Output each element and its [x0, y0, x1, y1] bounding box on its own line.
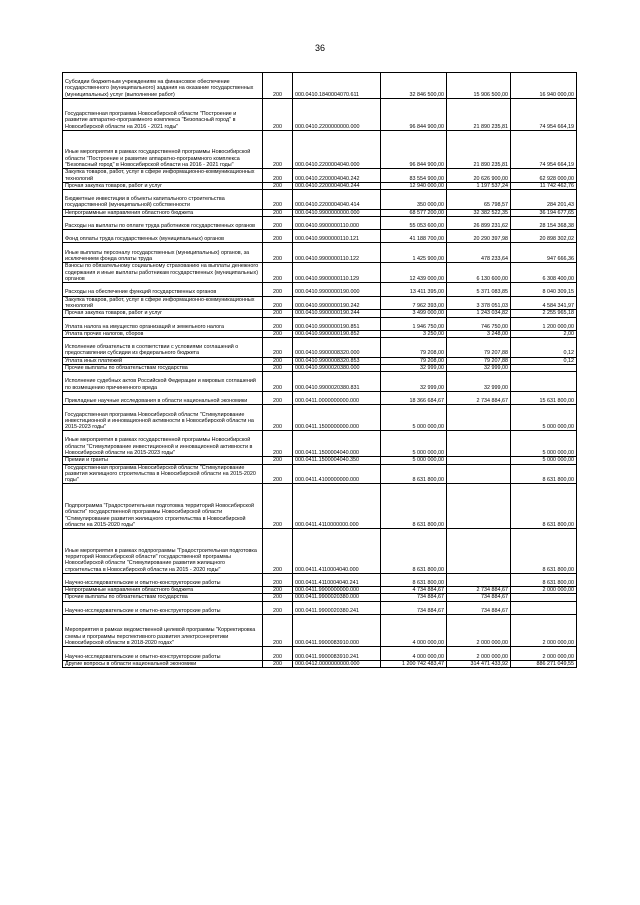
row-name-cell: Субсидии бюджетным учреждениям на финансовое обеспечение государственного (муниципального) задания на оказание государственных (муниципальных) услуг (выполнение работ)	[63, 73, 263, 99]
table-row	[63, 330, 577, 337]
row-code-cell: 000.0410.9900000110.000	[293, 216, 381, 229]
row-approved-cell: 3 250,00	[381, 330, 447, 337]
row-name-cell: Прочая закупка товаров, работ и услуг	[63, 182, 263, 189]
row-remainder-cell: 1 200 000,00	[511, 317, 577, 330]
page-number: 36	[314, 43, 325, 53]
row-grbs-cell: 200	[263, 98, 293, 130]
row-name-cell: Взносы по обязательному социальному страхованию на выплаты денежного содержания и иные выплаты работникам государственных (муниципальных) органов	[63, 263, 263, 283]
table-row	[63, 243, 577, 263]
row-grbs-cell: 200	[263, 464, 293, 484]
row-code-cell: 000.0411.4110004040.241	[293, 573, 381, 586]
table-row	[63, 357, 577, 364]
row-executed-cell: 15 906 500,00	[447, 73, 511, 99]
row-executed-cell: 20 290 397,98	[447, 230, 511, 243]
row-code-cell: 000.0410.1840004070.611	[293, 73, 381, 99]
row-name-cell: Премии и гранты	[63, 457, 263, 464]
row-grbs-cell: 200	[263, 216, 293, 229]
row-name-cell: Мероприятия в рамках ведомственной целевой программы "Корректировка схемы и программы перспективного развития электроэнергетики Новосибирской области в 2018-2020 годах"	[63, 615, 263, 647]
row-executed-cell: 5 371 083,85	[447, 283, 511, 297]
row-approved-cell: 7 962 393,00	[381, 296, 447, 310]
table-row	[63, 310, 577, 317]
row-approved-cell: 8 631 800,00	[381, 484, 447, 529]
row-executed-cell: 314 471 433,92	[447, 660, 511, 667]
row-remainder-cell: 74 954 664,19	[511, 130, 577, 168]
row-remainder-cell: 6 308 400,00	[511, 263, 577, 283]
budget-table-body	[63, 73, 577, 668]
row-grbs-cell: 200	[263, 364, 293, 371]
row-grbs-cell: 200	[263, 338, 293, 358]
row-name-cell: Уплата налога на имущество организаций и земельного налога	[63, 317, 263, 330]
row-code-cell: 000.0411.9900083910.241	[293, 647, 381, 661]
row-code-cell: 000.0410.2200004040.414	[293, 190, 381, 210]
row-remainder-cell: 8 040 309,15	[511, 283, 577, 297]
row-grbs-cell: 200	[263, 317, 293, 330]
row-executed-cell: 32 382 522,35	[447, 209, 511, 216]
table-row	[63, 209, 577, 216]
row-executed-cell: 2 734 884,67	[447, 587, 511, 594]
row-executed-cell	[447, 405, 511, 431]
table-row	[63, 230, 577, 243]
row-executed-cell: 1 243 034,82	[447, 310, 511, 317]
row-code-cell: 000.0410.9900000190.000	[293, 283, 381, 297]
row-approved-cell: 79 208,00	[381, 357, 447, 364]
row-grbs-cell: 200	[263, 587, 293, 594]
row-remainder-cell: 20 898 302,02	[511, 230, 577, 243]
row-remainder-cell	[511, 364, 577, 371]
table-row	[63, 573, 577, 586]
row-remainder-cell: 2 000 000,00	[511, 615, 577, 647]
table-row	[63, 484, 577, 529]
row-grbs-cell: 200	[263, 330, 293, 337]
table-row	[63, 431, 577, 457]
table-row	[63, 405, 577, 431]
row-remainder-cell: 2 000 000,00	[511, 587, 577, 594]
row-grbs-cell: 200	[263, 243, 293, 263]
row-executed-cell: 3 378 051,03	[447, 296, 511, 310]
row-executed-cell: 746 750,00	[447, 317, 511, 330]
row-executed-cell: 2 734 884,67	[447, 392, 511, 405]
budget-table	[62, 72, 577, 668]
row-approved-cell: 79 208,00	[381, 338, 447, 358]
table-row	[63, 615, 577, 647]
row-grbs-cell: 200	[263, 263, 293, 283]
row-approved-cell: 5 000 000,00	[381, 457, 447, 464]
row-remainder-cell: 8 631 800,00	[511, 573, 577, 586]
row-name-cell: Государственная программа Новосибирской области "Стимулирование инвестиционной и инновационной активности в Новосибирской области на 2015-2023 годы"	[63, 405, 263, 431]
row-code-cell: 000.0410.9900000000.000	[293, 209, 381, 216]
row-approved-cell: 13 411 395,00	[381, 283, 447, 297]
row-executed-cell: 2 000 000,00	[447, 615, 511, 647]
table-row	[63, 190, 577, 210]
table-row	[63, 587, 577, 594]
row-executed-cell: 478 233,64	[447, 243, 511, 263]
row-approved-cell: 5 000 000,00	[381, 405, 447, 431]
row-remainder-cell: 284 201,43	[511, 190, 577, 210]
row-remainder-cell: 2,00	[511, 330, 577, 337]
row-grbs-cell: 200	[263, 573, 293, 586]
row-code-cell: 000.0411.9900020380.241	[293, 601, 381, 615]
row-code-cell: 000.0410.9900020380.000	[293, 364, 381, 371]
row-approved-cell: 12 940 000,00	[381, 182, 447, 189]
row-name-cell: Прочая закупка товаров, работ и услуг	[63, 310, 263, 317]
row-remainder-cell: 4 584 341,97	[511, 296, 577, 310]
row-remainder-cell: 2 000 000,00	[511, 647, 577, 661]
row-remainder-cell: 8 631 800,00	[511, 529, 577, 574]
row-executed-cell: 79 207,88	[447, 357, 511, 364]
table-row	[63, 98, 577, 130]
row-executed-cell: 21 890 235,81	[447, 130, 511, 168]
row-grbs-cell: 200	[263, 182, 293, 189]
row-grbs-cell: 200	[263, 283, 293, 297]
table-row	[63, 263, 577, 283]
row-approved-cell: 1 200 742 483,47	[381, 660, 447, 667]
row-approved-cell: 8 631 800,00	[381, 464, 447, 484]
table-row	[63, 338, 577, 358]
row-code-cell: 000.0410.9900000110.122	[293, 243, 381, 263]
row-name-cell: Закупка товаров, работ, услуг в сфере информационно-коммуникационных технологий	[63, 296, 263, 310]
row-executed-cell: 3 248,00	[447, 330, 511, 337]
row-grbs-cell: 200	[263, 169, 293, 183]
row-approved-cell: 8 631 800,00	[381, 529, 447, 574]
row-name-cell: Расходы на обеспечение функций государственных органов	[63, 283, 263, 297]
row-name-cell: Научно-исследовательские и опытно-конструкторские работы	[63, 647, 263, 661]
row-remainder-cell: 62 928 000,00	[511, 169, 577, 183]
row-grbs-cell: 200	[263, 310, 293, 317]
row-executed-cell: 734 884,67	[447, 601, 511, 615]
row-approved-cell: 68 577 200,00	[381, 209, 447, 216]
row-name-cell: Непрограммные направления областного бюджета	[63, 209, 263, 216]
row-grbs-cell: 200	[263, 615, 293, 647]
row-name-cell: Иные мероприятия в рамках подпрограммы "Градостроительная подготовка территорий Новосибирской области" государственной программы Новосибирской области "Стимулирование развития жилищного строительства в Новосибирской области на 2015 - 2020 годы"	[63, 529, 263, 574]
row-remainder-cell: 947 666,36	[511, 243, 577, 263]
row-executed-cell: 79 207,88	[447, 338, 511, 358]
row-code-cell: 000.0410.9900000110.129	[293, 263, 381, 283]
row-executed-cell: 20 626 900,00	[447, 169, 511, 183]
row-approved-cell: 18 366 684,67	[381, 392, 447, 405]
row-approved-cell: 734 884,67	[381, 594, 447, 601]
row-name-cell: Иные выплаты персоналу государственных (муниципальных) органов, за исключением фонда оплаты труда	[63, 243, 263, 263]
row-remainder-cell: 5 000 000,00	[511, 405, 577, 431]
table-row	[63, 296, 577, 310]
row-approved-cell: 3 499 000,00	[381, 310, 447, 317]
row-name-cell: Расходы на выплаты по оплате труда работников государственных органов	[63, 216, 263, 229]
row-name-cell: Подпрограмма "Градостроительная подготовка территорий Новосибирской области" государственной программы Новосибирской области "Стимулирование развития жилищного строительства в Новосибирской области на 2015-2020 годы"	[63, 484, 263, 529]
row-executed-cell: 32 999,00	[447, 372, 511, 392]
row-executed-cell: 26 899 231,62	[447, 216, 511, 229]
row-grbs-cell: 200	[263, 392, 293, 405]
row-remainder-cell: 5 000 000,00	[511, 431, 577, 457]
row-approved-cell: 96 844 900,00	[381, 130, 447, 168]
row-remainder-cell	[511, 601, 577, 615]
row-approved-cell: 4 000 000,00	[381, 615, 447, 647]
row-executed-cell	[447, 431, 511, 457]
row-grbs-cell: 200	[263, 457, 293, 464]
row-approved-cell: 32 846 500,00	[381, 73, 447, 99]
row-grbs-cell: 200	[263, 405, 293, 431]
row-name-cell: Непрограммные направления областного бюджета	[63, 587, 263, 594]
row-code-cell: 000.0410.9900000190.244	[293, 310, 381, 317]
row-name-cell: Прикладные научные исследования в области национальной экономики	[63, 392, 263, 405]
table-row	[63, 457, 577, 464]
row-approved-cell: 350 000,00	[381, 190, 447, 210]
row-grbs-cell: 200	[263, 431, 293, 457]
row-remainder-cell: 0,12	[511, 338, 577, 358]
row-code-cell: 000.0411.1500004040.350	[293, 457, 381, 464]
row-remainder-cell: 36 194 677,65	[511, 209, 577, 216]
row-executed-cell: 734 884,67	[447, 594, 511, 601]
row-remainder-cell: 16 940 000,00	[511, 73, 577, 99]
row-code-cell: 000.0410.9900008320.853	[293, 357, 381, 364]
row-name-cell: Научно-исследовательские и опытно-конструкторские работы	[63, 601, 263, 615]
row-code-cell: 000.0411.9900083910.000	[293, 615, 381, 647]
table-row	[63, 182, 577, 189]
row-remainder-cell: 11 742 462,76	[511, 182, 577, 189]
table-row	[63, 372, 577, 392]
table-row	[63, 601, 577, 615]
row-approved-cell: 12 439 000,00	[381, 263, 447, 283]
row-grbs-cell: 200	[263, 484, 293, 529]
row-executed-cell: 65 798,57	[447, 190, 511, 210]
table-row	[63, 216, 577, 229]
row-executed-cell: 6 130 600,00	[447, 263, 511, 283]
row-remainder-cell: 5 000 000,00	[511, 457, 577, 464]
row-approved-cell: 55 053 600,00	[381, 216, 447, 229]
row-grbs-cell: 200	[263, 647, 293, 661]
row-code-cell: 000.0411.9900000000.000	[293, 587, 381, 594]
row-name-cell: Другие вопросы в области национальной экономики	[63, 660, 263, 667]
row-code-cell: 000.0410.2200004040.244	[293, 182, 381, 189]
table-row	[63, 392, 577, 405]
table-row	[63, 169, 577, 183]
row-approved-cell: 1 946 750,00	[381, 317, 447, 330]
row-remainder-cell: 8 631 800,00	[511, 464, 577, 484]
table-row	[63, 317, 577, 330]
row-code-cell: 000.0410.2200004040.242	[293, 169, 381, 183]
row-code-cell: 000.0410.9900000190.851	[293, 317, 381, 330]
row-grbs-cell: 200	[263, 296, 293, 310]
row-approved-cell: 1 425 900,00	[381, 243, 447, 263]
row-approved-cell: 96 844 900,00	[381, 98, 447, 130]
table-row	[63, 130, 577, 168]
row-remainder-cell: 8 631 800,00	[511, 484, 577, 529]
row-name-cell: Уплата прочих налогов, сборов	[63, 330, 263, 337]
row-code-cell: 000.0411.9900020380.000	[293, 594, 381, 601]
row-grbs-cell: 200	[263, 660, 293, 667]
row-grbs-cell: 200	[263, 209, 293, 216]
row-code-cell: 000.0410.2200004040.000	[293, 130, 381, 168]
row-grbs-cell: 200	[263, 372, 293, 392]
row-executed-cell	[447, 464, 511, 484]
row-code-cell: 000.0410.2200000000.000	[293, 98, 381, 130]
table-row	[63, 660, 577, 667]
row-executed-cell	[447, 457, 511, 464]
row-approved-cell: 41 188 700,00	[381, 230, 447, 243]
table-row	[63, 594, 577, 601]
row-name-cell: Бюджетные инвестиции в объекты капитального строительства государственной (муниципальной) собственности	[63, 190, 263, 210]
row-grbs-cell: 200	[263, 130, 293, 168]
row-code-cell: 000.0410.9900000110.121	[293, 230, 381, 243]
table-row	[63, 647, 577, 661]
row-approved-cell: 32 999,00	[381, 364, 447, 371]
row-code-cell: 000.0411.1500004040.000	[293, 431, 381, 457]
row-code-cell: 000.0411.4110000000.000	[293, 484, 381, 529]
row-code-cell: 000.0411.0000000000.000	[293, 392, 381, 405]
row-name-cell: Закупка товаров, работ, услуг в сфере информационно-коммуникационных технологий	[63, 169, 263, 183]
row-code-cell: 000.0411.1500000000.000	[293, 405, 381, 431]
row-name-cell: Фонд оплаты труда государственных (муниципальных) органов	[63, 230, 263, 243]
row-executed-cell: 2 000 000,00	[447, 647, 511, 661]
row-approved-cell: 32 999,00	[381, 372, 447, 392]
row-code-cell: 000.0410.9900000190.242	[293, 296, 381, 310]
row-approved-cell: 8 631 800,00	[381, 573, 447, 586]
row-name-cell: Государственная программа Новосибирской области "Построение и развитие аппаратно-программного комплекса "Безопасный город" в Новосибирской области на 2016 - 2021 годы"	[63, 98, 263, 130]
row-remainder-cell: 15 631 800,00	[511, 392, 577, 405]
row-code-cell: 000.0411.4110004040.000	[293, 529, 381, 574]
row-code-cell: 000.0411.4100000000.000	[293, 464, 381, 484]
row-name-cell: Иные мероприятия в рамках государственной программы Новосибирской области "Стимулирование инвестиционной и инновационной активности в Новосибирской области на 2015-2023 годы"	[63, 431, 263, 457]
row-name-cell: Исполнение обязательств в соответствии с условиями соглашений о предоставлении субсидии из федерального бюджета	[63, 338, 263, 358]
row-name-cell: Уплата иных платежей	[63, 357, 263, 364]
row-name-cell: Прочие выплаты по обязательствам государства	[63, 364, 263, 371]
row-grbs-cell: 200	[263, 73, 293, 99]
row-executed-cell	[447, 573, 511, 586]
row-code-cell: 000.0410.9900020380.831	[293, 372, 381, 392]
row-name-cell: Иные мероприятия в рамках государственной программы Новосибирской области "Построение и развитие аппаратно-программного комплекса "Безопасный город" в Новосибирской области на 2016 - 2021 годы"	[63, 130, 263, 168]
row-approved-cell: 83 554 900,00	[381, 169, 447, 183]
row-name-cell: Прочие выплаты по обязательствам государства	[63, 594, 263, 601]
row-executed-cell	[447, 529, 511, 574]
row-executed-cell	[447, 484, 511, 529]
row-remainder-cell: 74 954 664,19	[511, 98, 577, 130]
row-executed-cell: 32 999,00	[447, 364, 511, 371]
row-approved-cell: 734 884,67	[381, 601, 447, 615]
table-row	[63, 364, 577, 371]
row-executed-cell: 21 890 235,81	[447, 98, 511, 130]
row-remainder-cell	[511, 594, 577, 601]
row-remainder-cell: 886 271 049,55	[511, 660, 577, 667]
table-row	[63, 464, 577, 484]
row-approved-cell: 4 734 884,67	[381, 587, 447, 594]
row-grbs-cell: 200	[263, 594, 293, 601]
table-row	[63, 73, 577, 99]
row-grbs-cell: 200	[263, 230, 293, 243]
row-grbs-cell: 200	[263, 529, 293, 574]
row-name-cell: Государственная программа Новосибирской области "Стимулирование развития жилищного строительства в Новосибирской области на 2015-2020 годы"	[63, 464, 263, 484]
row-code-cell: 000.0410.9900008320.000	[293, 338, 381, 358]
row-code-cell: 000.0410.9900000190.852	[293, 330, 381, 337]
row-grbs-cell: 200	[263, 190, 293, 210]
row-remainder-cell: 0,12	[511, 357, 577, 364]
row-name-cell: Исполнение судебных актов Российской Федерации и мировых соглашений по возмещению причиненного вреда	[63, 372, 263, 392]
row-name-cell: Научно-исследовательские и опытно-конструкторские работы	[63, 573, 263, 586]
row-grbs-cell: 200	[263, 601, 293, 615]
row-approved-cell: 5 000 000,00	[381, 431, 447, 457]
row-code-cell: 000.0412.0000000000.000	[293, 660, 381, 667]
row-remainder-cell	[511, 372, 577, 392]
row-executed-cell: 1 197 537,24	[447, 182, 511, 189]
row-remainder-cell: 2 255 965,18	[511, 310, 577, 317]
table-row	[63, 529, 577, 574]
row-approved-cell: 4 000 000,00	[381, 647, 447, 661]
row-grbs-cell: 200	[263, 357, 293, 364]
row-remainder-cell: 28 154 368,38	[511, 216, 577, 229]
table-row	[63, 283, 577, 297]
